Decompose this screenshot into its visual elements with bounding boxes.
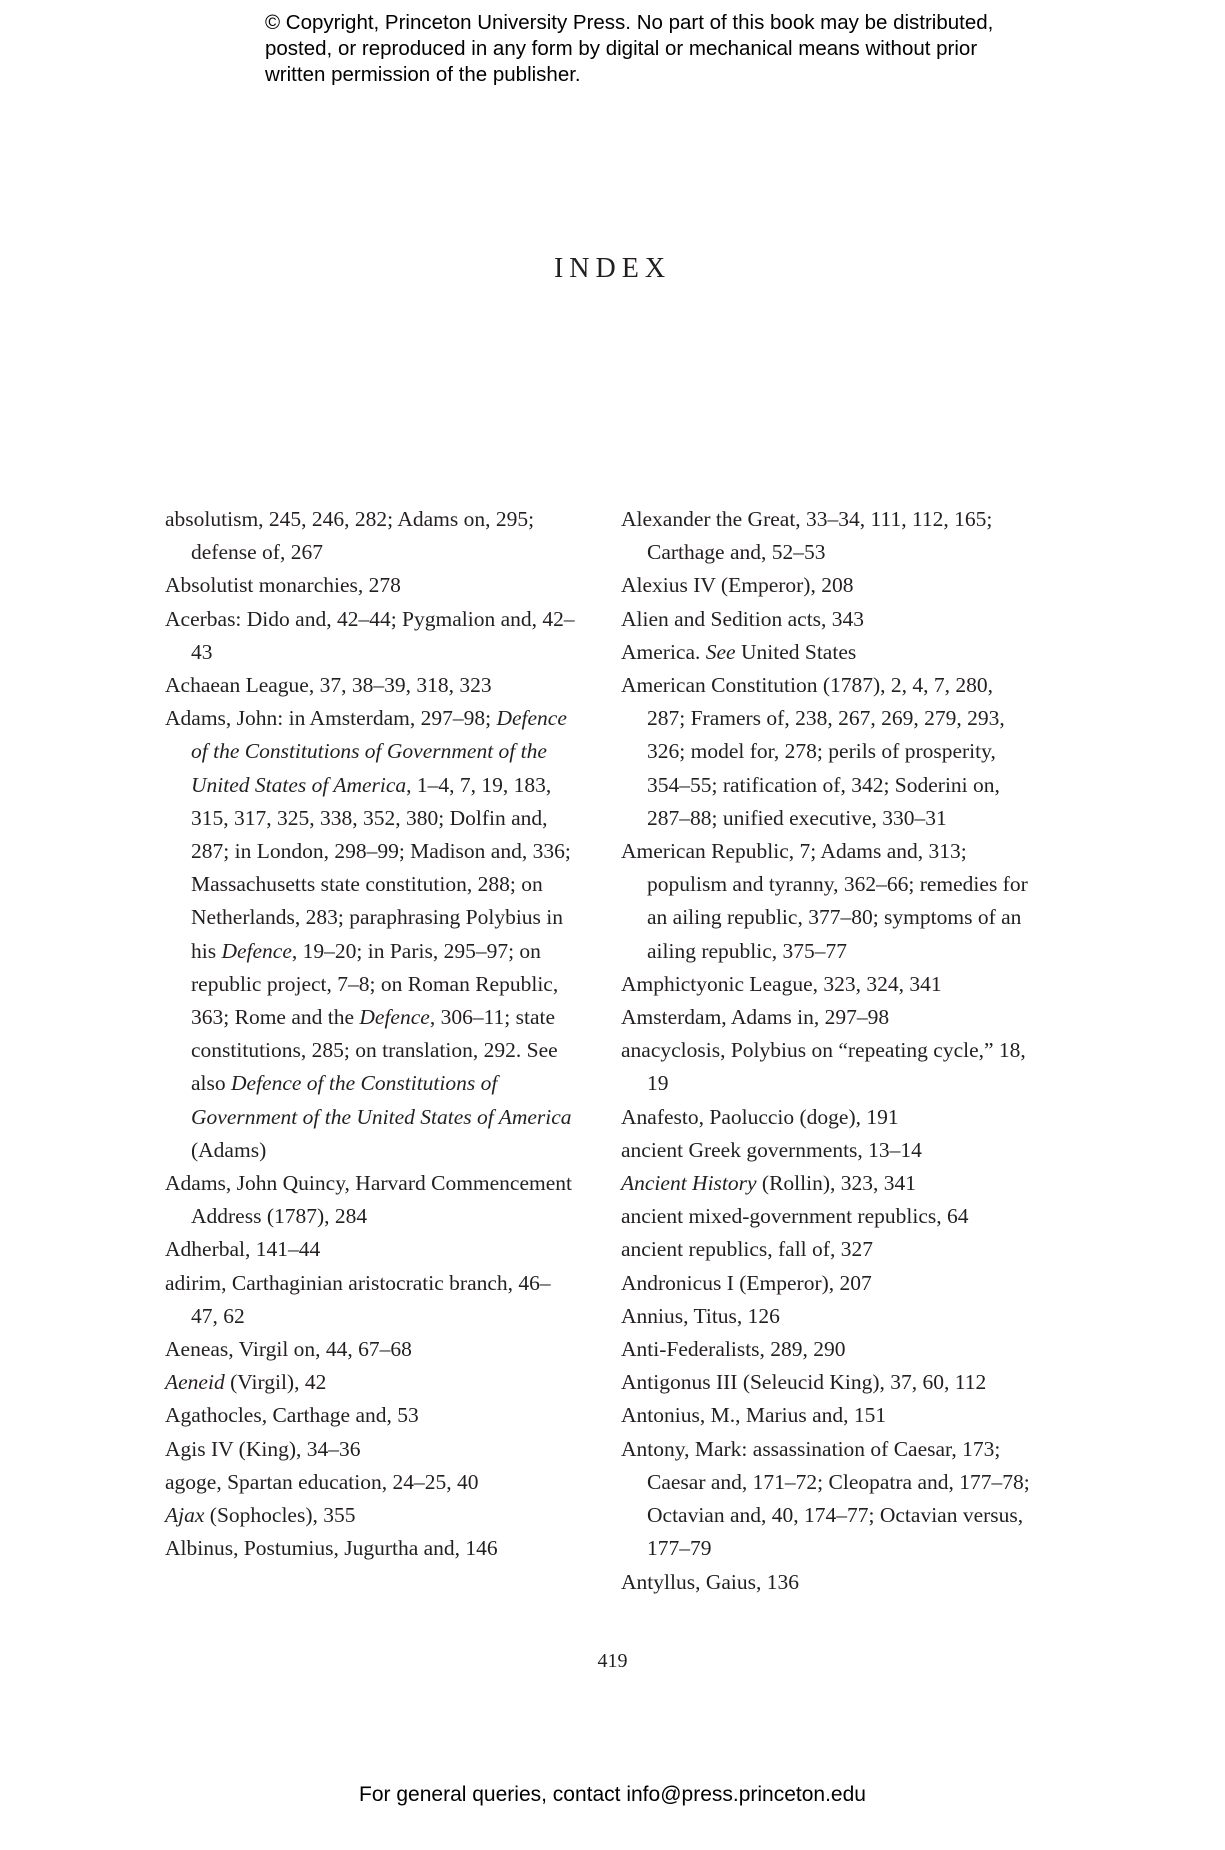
index-entry xyxy=(621,1134,1031,1167)
index-entry-text: Antony, Mark: assassination of Caesar, 173; Caesar and, 171–72; Cleopatra and, 177–78; Octavian and, 40, 174–77; Octavian versus, 177–79 xyxy=(621,1436,1030,1561)
index-entry xyxy=(165,1366,575,1399)
index-entry-italic-text: Defence xyxy=(359,1005,430,1030)
index-entry-italic-text: Ajax xyxy=(165,1503,205,1528)
index-entry xyxy=(621,1233,1031,1266)
index-entry xyxy=(165,569,575,602)
index-entry-text: (Rollin), 323, 341 xyxy=(756,1171,917,1196)
index-entry-text: adirim, Carthaginian aristocratic branch, 46–47, 62 xyxy=(165,1270,551,1328)
index-entry xyxy=(621,569,1031,602)
index-entry xyxy=(621,968,1031,1001)
index-entry-text: Amsterdam, Adams in, 297–98 xyxy=(621,1005,890,1030)
index-entry-text: Alexius IV (Emperor), 208 xyxy=(621,573,854,598)
index-entry-text: , 306–11; state constitutions, 285; on translation, 292. See also xyxy=(191,1005,558,1096)
index-entry-text: Acerbas: Dido and, 42–44; Pygmalion and, 42–43 xyxy=(165,606,575,664)
index-entry-text: ancient republics, fall of, 327 xyxy=(621,1237,873,1262)
index-entry-text: ancient Greek governments, 13–14 xyxy=(621,1137,922,1162)
index-entry xyxy=(621,1001,1031,1034)
index-entry xyxy=(165,702,575,1167)
index-entry-text: Anti-Federalists, 289, 290 xyxy=(621,1337,846,1362)
index-entry xyxy=(165,1532,575,1565)
index-entry-text: Andronicus I (Emperor), 207 xyxy=(621,1270,872,1295)
index-entry-italic-text: Aeneid xyxy=(165,1370,225,1395)
index-entry-text: United States xyxy=(735,639,857,664)
index-entry xyxy=(165,1466,575,1499)
index-entry-text: , 1–4, 7, 19, 183, 315, 317, 325, 338, 352, 380; Dolfin and, 287; in London, 298–99; Madison and, 336; Massachusetts state constitution, 288; on Netherlands, 283; paraphrasing Polybius in his xyxy=(191,772,571,963)
index-entry-italic-text: Ancient History xyxy=(621,1171,757,1196)
index-entry-text: anacyclosis, Polybius on “repeating cycle,” 18, 19 xyxy=(621,1038,1026,1096)
index-entry xyxy=(621,1167,1031,1200)
page-number: 419 xyxy=(597,1650,628,1672)
index-entry xyxy=(165,603,575,669)
index-entry xyxy=(621,835,1031,968)
index-entry xyxy=(621,503,1031,569)
index-entry xyxy=(621,603,1031,636)
index-entry-text: (Virgil), 42 xyxy=(224,1370,327,1395)
index-entry-text: (Adams) xyxy=(191,1137,267,1162)
index-entry xyxy=(621,636,1031,669)
index-entry-text: Amphictyonic League, 323, 324, 341 xyxy=(621,971,942,996)
index-entry xyxy=(165,1433,575,1466)
index-entry xyxy=(165,1233,575,1266)
index-entry xyxy=(621,669,1031,835)
index-entry-text: Annius, Titus, 126 xyxy=(621,1303,780,1328)
index-entry-text: Achaean League, 37, 38–39, 318, 323 xyxy=(165,673,492,698)
page-title: INDEX xyxy=(553,253,672,284)
index-entry-text: Adherbal, 141–44 xyxy=(165,1237,321,1262)
index-entry xyxy=(621,1200,1031,1233)
index-entry xyxy=(621,1034,1031,1100)
copyright-notice: © Copyright, Princeton University Press. No part of this book may be distributed, posted, or reproduced in any form by digital or mechanical means without prior written permission of the publisher. xyxy=(265,11,994,86)
index-entry-text: America. xyxy=(621,639,706,664)
index-entry xyxy=(621,1366,1031,1399)
index-entry-text: Aeneas, Virgil on, 44, 67–68 xyxy=(165,1337,412,1362)
index-entry-text: Agis IV (King), 34–36 xyxy=(165,1436,361,1461)
index-entry-text: absolutism, 245, 246, 282; Adams on, 295; defense of, 267 xyxy=(165,507,535,565)
index-entry-text: ancient mixed-government republics, 64 xyxy=(621,1204,969,1229)
index-entry-text: Adams, John Quincy, Harvard Commencement Address (1787), 284 xyxy=(165,1171,573,1229)
index-entry xyxy=(621,1333,1031,1366)
index-entry-text: Agathocles, Carthage and, 53 xyxy=(165,1403,419,1428)
index-entry-italic-text: Defence of the Constitutions of Government of the United States of America xyxy=(191,1071,572,1129)
index-entry-text: American Constitution (1787), 2, 4, 7, 280, 287; Framers of, 238, 267, 269, 279, 293, 326; model for, 278; perils of prosperity, 354–55; ratification of, 342; Soderini on, 287–88; unified executive, 330–31 xyxy=(621,673,1005,830)
index-entry-italic-text: Defence of the Constitutions of Government of the United States of America xyxy=(191,706,567,797)
index-entry xyxy=(621,1101,1031,1134)
index-entry-text: Alexander the Great, 33–34, 111, 112, 165; Carthage and, 52–53 xyxy=(621,507,993,565)
index-entry xyxy=(165,1499,575,1532)
index-entry-text: Adams, John: in Amsterdam, 297–98; xyxy=(165,706,497,731)
index-entry xyxy=(165,1267,575,1333)
index-entry xyxy=(165,503,575,569)
index-entry-text: , 19–20; in Paris, 295–97; on republic project, 7–8; on Roman Republic, 363; Rome and the xyxy=(191,938,559,1030)
index-entry-italic-text: Defence xyxy=(221,938,292,963)
index-entry xyxy=(621,1300,1031,1333)
index-entry-text: Antyllus, Gaius, 136 xyxy=(621,1569,799,1594)
index-entry xyxy=(165,669,575,702)
index-entry xyxy=(165,1333,575,1366)
index-entry-text: American Republic, 7; Adams and, 313; populism and tyranny, 362–66; remedies for an ailing republic, 377–80; symptoms of an ailing republic, 375–77 xyxy=(621,839,1028,963)
index-entry-italic-text: See xyxy=(705,639,736,664)
index-entry-text: Antigonus III (Seleucid King), 37, 60, 112 xyxy=(621,1370,987,1395)
index-entry-text: Albinus, Postumius, Jugurtha and, 146 xyxy=(165,1536,498,1561)
index-entry-text: agoge, Spartan education, 24–25, 40 xyxy=(165,1469,479,1494)
index-entry xyxy=(621,1566,1031,1599)
index-entry xyxy=(621,1433,1031,1566)
index-entry xyxy=(165,1167,575,1233)
index-entry-text: (Sophocles), 355 xyxy=(204,1503,356,1528)
index-entry xyxy=(621,1267,1031,1300)
footer-contact: For general queries, contact info@press.princeton.edu xyxy=(359,1783,866,1806)
index-entry-text: Anafesto, Paoluccio (doge), 191 xyxy=(621,1104,899,1129)
index-entry-text: Antonius, M., Marius and, 151 xyxy=(621,1403,887,1428)
index-entry-text: Absolutist monarchies, 278 xyxy=(165,573,401,598)
index-column-left xyxy=(165,503,575,1566)
index-entry xyxy=(165,1399,575,1432)
index-entry xyxy=(621,1399,1031,1432)
index-entry-text: Alien and Sedition acts, 343 xyxy=(621,606,865,631)
index-column-right xyxy=(621,503,1031,1599)
